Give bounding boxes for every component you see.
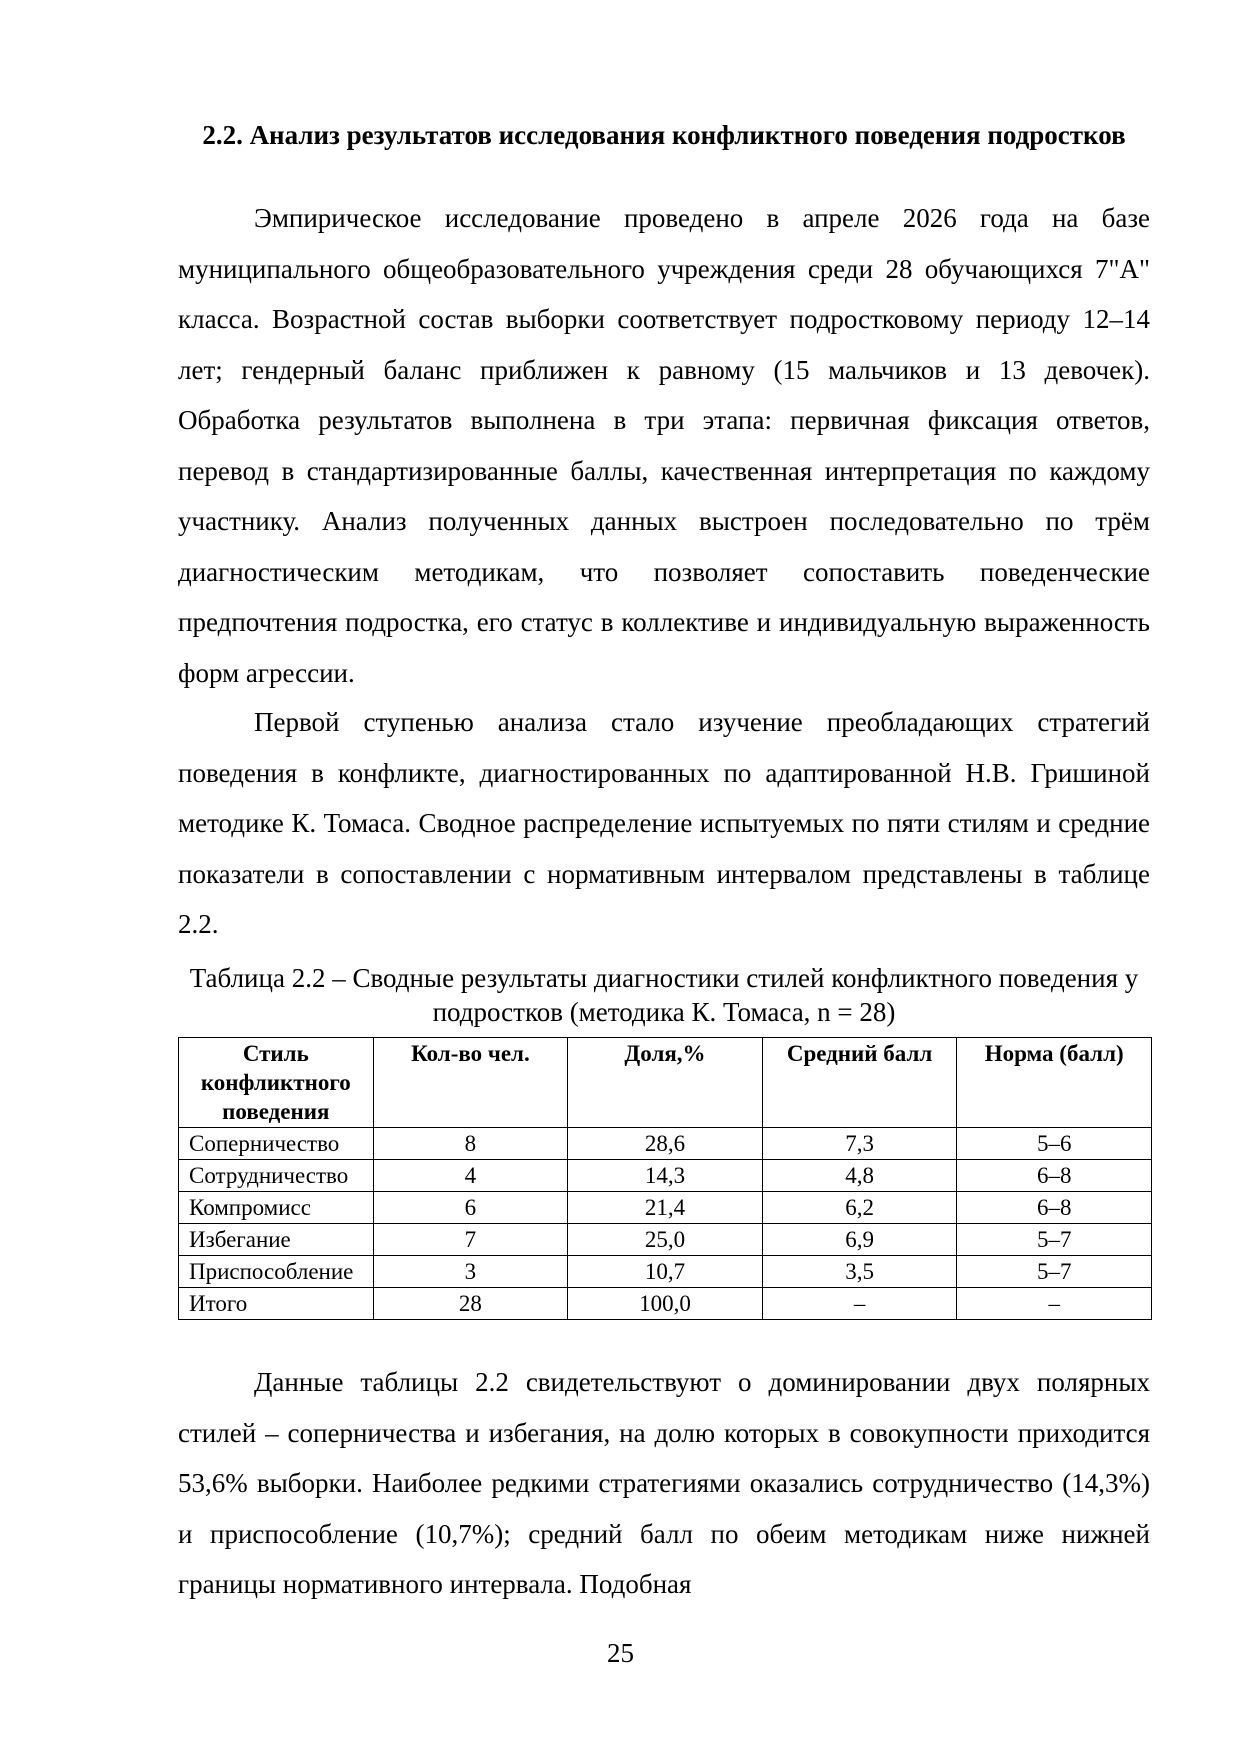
page-number: 25	[607, 1638, 634, 1668]
cell-norm: –	[957, 1288, 1152, 1320]
cell-share: 100,0	[568, 1288, 763, 1320]
cell-count: 8	[373, 1128, 568, 1160]
cell-mean: 6,2	[762, 1192, 957, 1224]
cell-norm: 6–8	[957, 1192, 1152, 1224]
cell-norm: 5–7	[957, 1224, 1152, 1256]
cell-norm: 5–6	[957, 1128, 1152, 1160]
cell-mean: 6,9	[762, 1224, 957, 1256]
cell-style: Избегание	[179, 1224, 374, 1256]
cell-style: Компромисс	[179, 1192, 374, 1224]
cell-mean: 7,3	[762, 1128, 957, 1160]
cell-count: 6	[373, 1192, 568, 1224]
cell-norm: 6–8	[957, 1160, 1152, 1192]
col-header-norm: Норма (балл)	[957, 1038, 1152, 1128]
paragraph-1: Эмпирическое исследование проведено в апреле 2026 года на базе муниципального общеобразовательного учреждения среди 28 обучающихся 7"А" класса. Возрастной состав выборки соответствует подростковому периоду 12–14 лет; гендерный баланс приближен к равному (15 мальчиков и 13 девочек). Обработка результатов выполнена в три этапа: первичная фиксация ответов, перевод в стандартизированные баллы, качественная интерпретация по каждому участнику. Анализ полученных данных выстроен последовательно по трём диагностическим методикам, что позволяет сопоставить поведенческие предпочтения подростка, его статус в коллективе и индивидуальную выраженность форм агрессии.	[178, 203, 1150, 688]
col-header-share: Доля,%	[568, 1038, 763, 1128]
table-row	[179, 1256, 1152, 1288]
table-total-row	[179, 1288, 1152, 1320]
col-header-count: Кол-во чел.	[373, 1038, 568, 1128]
table-caption: Таблица 2.2 – Сводные результаты диагностики стилей конфликтного поведения у подростков (методика К. Томаса, n = 28)	[189, 963, 1139, 1027]
col-header-mean: Средний балл	[762, 1038, 957, 1128]
table-row	[179, 1160, 1152, 1192]
cell-count: 28	[373, 1288, 568, 1320]
cell-style: Приспособление	[179, 1256, 374, 1288]
cell-share: 25,0	[568, 1224, 763, 1256]
cell-mean: –	[762, 1288, 957, 1320]
section-heading: 2.2. Анализ результатов исследования конфликтного поведения подростков	[202, 120, 1126, 150]
cell-count: 7	[373, 1224, 568, 1256]
table-row	[179, 1192, 1152, 1224]
paragraph-2: Первой ступенью анализа стало изучение преобладающих стратегий поведения в конфликте, диагностированных по адаптированной Н.В. Гришиной методике К. Томаса. Сводное распределение испытуемых по пяти стилям и средние показатели в сопоставлении с нормативным интервалом представлены в таблице 2.2.	[178, 707, 1150, 939]
paragraph-3: Данные таблицы 2.2 свидетельствуют о доминировании двух полярных стилей – соперничества и избегания, на долю которых в совокупности приходится 53,6% выборки. Наиболее редкими стратегиями оказались сотрудничество (14,3%) и приспособление (10,7%); средний балл по обеим методикам ниже нижней границы нормативного интервала. Подобная	[178, 1367, 1150, 1599]
results-table	[178, 1037, 1152, 1320]
table-header-row	[179, 1038, 1152, 1128]
cell-style: Соперничество	[179, 1128, 374, 1160]
cell-count: 4	[373, 1160, 568, 1192]
cell-count: 3	[373, 1256, 568, 1288]
cell-share: 21,4	[568, 1192, 763, 1224]
cell-share: 10,7	[568, 1256, 763, 1288]
cell-share: 28,6	[568, 1128, 763, 1160]
cell-mean: 4,8	[762, 1160, 957, 1192]
col-header-style: Стиль конфликтного поведения	[179, 1038, 374, 1128]
cell-mean: 3,5	[762, 1256, 957, 1288]
table-row	[179, 1224, 1152, 1256]
cell-share: 14,3	[568, 1160, 763, 1192]
cell-style: Сотрудничество	[179, 1160, 374, 1192]
cell-norm: 5–7	[957, 1256, 1152, 1288]
table-row	[179, 1128, 1152, 1160]
cell-style: Итого	[179, 1288, 374, 1320]
